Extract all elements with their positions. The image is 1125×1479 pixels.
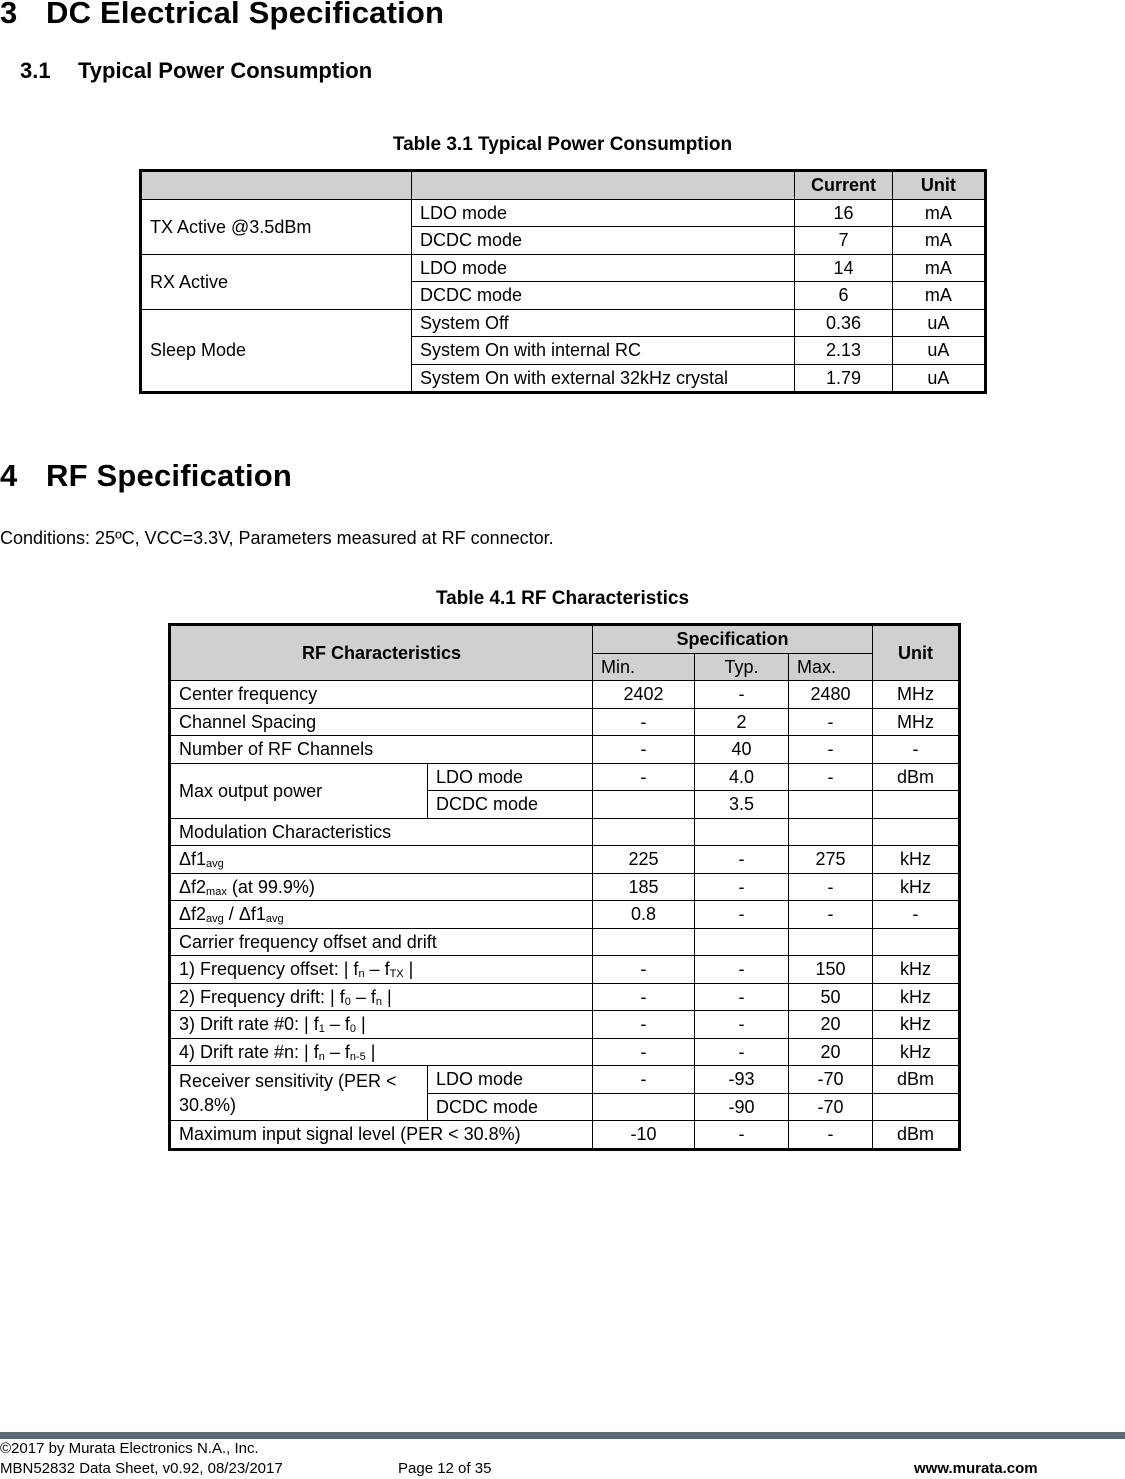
max-cell <box>789 791 873 819</box>
unit-cell <box>873 791 960 819</box>
param-label: Receiver sensitivity (PER < 30.8%) <box>170 1066 428 1121</box>
section-3-heading <box>0 0 444 31</box>
max-cell: - <box>789 873 873 901</box>
min-cell: - <box>593 983 695 1011</box>
typ-cell: - <box>695 983 789 1011</box>
typ-cell: - <box>695 681 789 709</box>
rf-characteristics-table <box>168 623 961 1151</box>
table-row <box>141 309 986 337</box>
unit-cell: kHz <box>873 846 960 874</box>
header-cell <box>411 171 794 200</box>
min-cell: -10 <box>593 1121 695 1150</box>
min-cell <box>593 818 695 846</box>
mode-cell: DCDC mode <box>411 227 794 255</box>
current-cell: 2.13 <box>795 337 892 365</box>
unit-cell: dBm <box>873 763 960 791</box>
current-cell: 7 <box>795 227 892 255</box>
min-cell: - <box>593 708 695 736</box>
max-cell: 150 <box>789 956 873 984</box>
footer-copyright: ©2017 by Murata Electronics N.A., Inc. <box>0 1440 259 1457</box>
table-header-row <box>170 625 960 654</box>
max-cell: 2480 <box>789 681 873 709</box>
min-cell: 225 <box>593 846 695 874</box>
param-label: Carrier frequency offset and drift <box>170 928 593 956</box>
max-cell: 20 <box>789 1038 873 1066</box>
min-cell: - <box>593 956 695 984</box>
max-cell <box>789 928 873 956</box>
min-cell: - <box>593 1011 695 1039</box>
typ-cell: 3.5 <box>695 791 789 819</box>
param-label: Number of RF Channels <box>170 736 593 764</box>
table-row <box>170 818 960 846</box>
section-title: DC Electrical Specification <box>46 0 445 30</box>
footer-page-number: Page 12 of 35 <box>398 1460 492 1477</box>
max-cell: - <box>789 1121 873 1150</box>
section-number: 3 <box>0 0 18 30</box>
table-3-1-caption: Table 3.1 Typical Power Consumption <box>392 134 733 155</box>
mode-cell: System On with external 32kHz crystal <box>411 364 794 393</box>
footer-divider <box>0 1432 1125 1439</box>
max-cell: - <box>789 708 873 736</box>
header-current: Current <box>795 171 892 200</box>
unit-cell: mA <box>892 199 985 227</box>
max-cell <box>789 818 873 846</box>
max-cell: 50 <box>789 983 873 1011</box>
table-row <box>170 1121 960 1150</box>
section-title: RF Specification <box>46 458 293 493</box>
unit-cell: kHz <box>873 1038 960 1066</box>
mode-cell: DCDC mode <box>411 282 794 310</box>
table-row <box>170 763 960 791</box>
section-title: Typical Power Consumption <box>78 58 373 83</box>
typ-cell: - <box>695 1011 789 1039</box>
min-cell: 185 <box>593 873 695 901</box>
footer-doc-info: MBN52832 Data Sheet, v0.92, 08/23/2017 <box>0 1460 283 1477</box>
table-row <box>170 928 960 956</box>
table-row <box>141 199 986 227</box>
param-label: 2) Frequency drift: | $f_0 - f_n$ | <box>170 983 593 1011</box>
param-label: Maximum input signal level (PER < 30.8%) <box>170 1121 593 1150</box>
param-label: Channel Spacing <box>170 708 593 736</box>
min-cell <box>593 1093 695 1121</box>
mode-cell: LDO mode <box>411 254 794 282</box>
param-label: Center frequency <box>170 681 593 709</box>
min-cell: - <box>593 1038 695 1066</box>
param-label: 4) Drift rate #n: | $f_n - f_{n-5}$ | <box>170 1038 593 1066</box>
unit-cell: - <box>873 901 960 929</box>
group-label: Sleep Mode <box>141 309 412 393</box>
group-label: TX Active @3.5dBm <box>141 199 412 254</box>
min-cell: - <box>593 763 695 791</box>
min-cell: 0.8 <box>593 901 695 929</box>
table-header-row <box>141 171 986 200</box>
unit-cell: kHz <box>873 956 960 984</box>
unit-cell: - <box>873 736 960 764</box>
power-consumption-table <box>139 169 987 394</box>
unit-cell: dBm <box>873 1121 960 1150</box>
table-row <box>170 873 960 901</box>
unit-cell: mA <box>892 282 985 310</box>
typ-cell: -93 <box>695 1066 789 1094</box>
footer-url[interactable]: www.murata.com <box>914 1460 1038 1477</box>
unit-cell <box>873 818 960 846</box>
current-cell: 1.79 <box>795 364 892 393</box>
mode-cell: LDO mode <box>428 763 593 791</box>
table-4-1-caption: Table 4.1 RF Characteristics <box>435 588 690 609</box>
typ-cell: -90 <box>695 1093 789 1121</box>
unit-cell: uA <box>892 337 985 365</box>
min-cell <box>593 791 695 819</box>
unit-cell: uA <box>892 364 985 393</box>
mode-cell: DCDC mode <box>428 791 593 819</box>
unit-cell: mA <box>892 254 985 282</box>
max-cell: -70 <box>789 1093 873 1121</box>
table-row <box>170 708 960 736</box>
current-cell: 16 <box>795 199 892 227</box>
table-row <box>141 254 986 282</box>
min-cell <box>593 928 695 956</box>
table-row <box>170 901 960 929</box>
mode-cell: LDO mode <box>428 1066 593 1094</box>
typ-cell: - <box>695 1038 789 1066</box>
table-row <box>170 1038 960 1066</box>
typ-cell: 40 <box>695 736 789 764</box>
max-cell: - <box>789 736 873 764</box>
max-cell: - <box>789 901 873 929</box>
param-label: 1) Frequency offset: | $f_n - f_{TX}$ | <box>170 956 593 984</box>
min-cell: - <box>593 1066 695 1094</box>
typ-cell <box>695 928 789 956</box>
header-cell <box>141 171 412 200</box>
param-label: $\Delta f1_{avg}$ <box>170 846 593 874</box>
table-row <box>170 846 960 874</box>
param-label: 3) Drift rate #0: | $f_1 - f_0$ | <box>170 1011 593 1039</box>
max-cell: - <box>789 763 873 791</box>
typ-cell: 2 <box>695 708 789 736</box>
mode-cell: System On with internal RC <box>411 337 794 365</box>
table-row <box>170 983 960 1011</box>
header-min: Min. <box>593 653 695 681</box>
current-cell: 6 <box>795 282 892 310</box>
unit-cell: dBm <box>873 1066 960 1094</box>
min-cell: 2402 <box>593 681 695 709</box>
param-label: $\Delta f2_{max}$ (at 99.9%) <box>170 873 593 901</box>
unit-cell <box>873 1093 960 1121</box>
current-cell: 0.36 <box>795 309 892 337</box>
typ-cell: - <box>695 1121 789 1150</box>
max-cell: -70 <box>789 1066 873 1094</box>
section-number: 3.1 <box>20 58 51 83</box>
section-3-1-heading <box>20 58 372 84</box>
typ-cell: - <box>695 901 789 929</box>
unit-cell: kHz <box>873 873 960 901</box>
header-max: Max. <box>789 653 873 681</box>
table-row <box>170 1066 960 1094</box>
header-unit: Unit <box>873 625 960 681</box>
typ-cell <box>695 818 789 846</box>
mode-cell: DCDC mode <box>428 1093 593 1121</box>
param-label: Max output power <box>170 763 428 818</box>
header-rf-characteristics: RF Characteristics <box>170 625 593 681</box>
param-label: $\Delta f2_{avg} / \Delta f1_{avg}$ <box>170 901 593 929</box>
max-cell: 20 <box>789 1011 873 1039</box>
table-row <box>170 681 960 709</box>
table-row <box>170 956 960 984</box>
header-typ: Typ. <box>695 653 789 681</box>
unit-cell: uA <box>892 309 985 337</box>
max-cell: 275 <box>789 846 873 874</box>
header-unit: Unit <box>892 171 985 200</box>
typ-cell: - <box>695 956 789 984</box>
unit-cell: mA <box>892 227 985 255</box>
section-number: 4 <box>0 458 18 493</box>
min-cell: - <box>593 736 695 764</box>
unit-cell: MHz <box>873 681 960 709</box>
unit-cell <box>873 928 960 956</box>
param-label: Modulation Characteristics <box>170 818 593 846</box>
unit-cell: MHz <box>873 708 960 736</box>
group-label: RX Active <box>141 254 412 309</box>
table-row <box>170 1011 960 1039</box>
conditions-text: Conditions: 25ºC, VCC=3.3V, Parameters measured at RF connector. <box>0 528 554 548</box>
table-row <box>170 736 960 764</box>
section-4-heading <box>0 458 292 494</box>
header-specification: Specification <box>593 625 873 654</box>
unit-cell: kHz <box>873 983 960 1011</box>
mode-cell: LDO mode <box>411 199 794 227</box>
typ-cell: - <box>695 846 789 874</box>
typ-cell: - <box>695 873 789 901</box>
current-cell: 14 <box>795 254 892 282</box>
typ-cell: 4.0 <box>695 763 789 791</box>
mode-cell: System Off <box>411 309 794 337</box>
unit-cell: kHz <box>873 1011 960 1039</box>
